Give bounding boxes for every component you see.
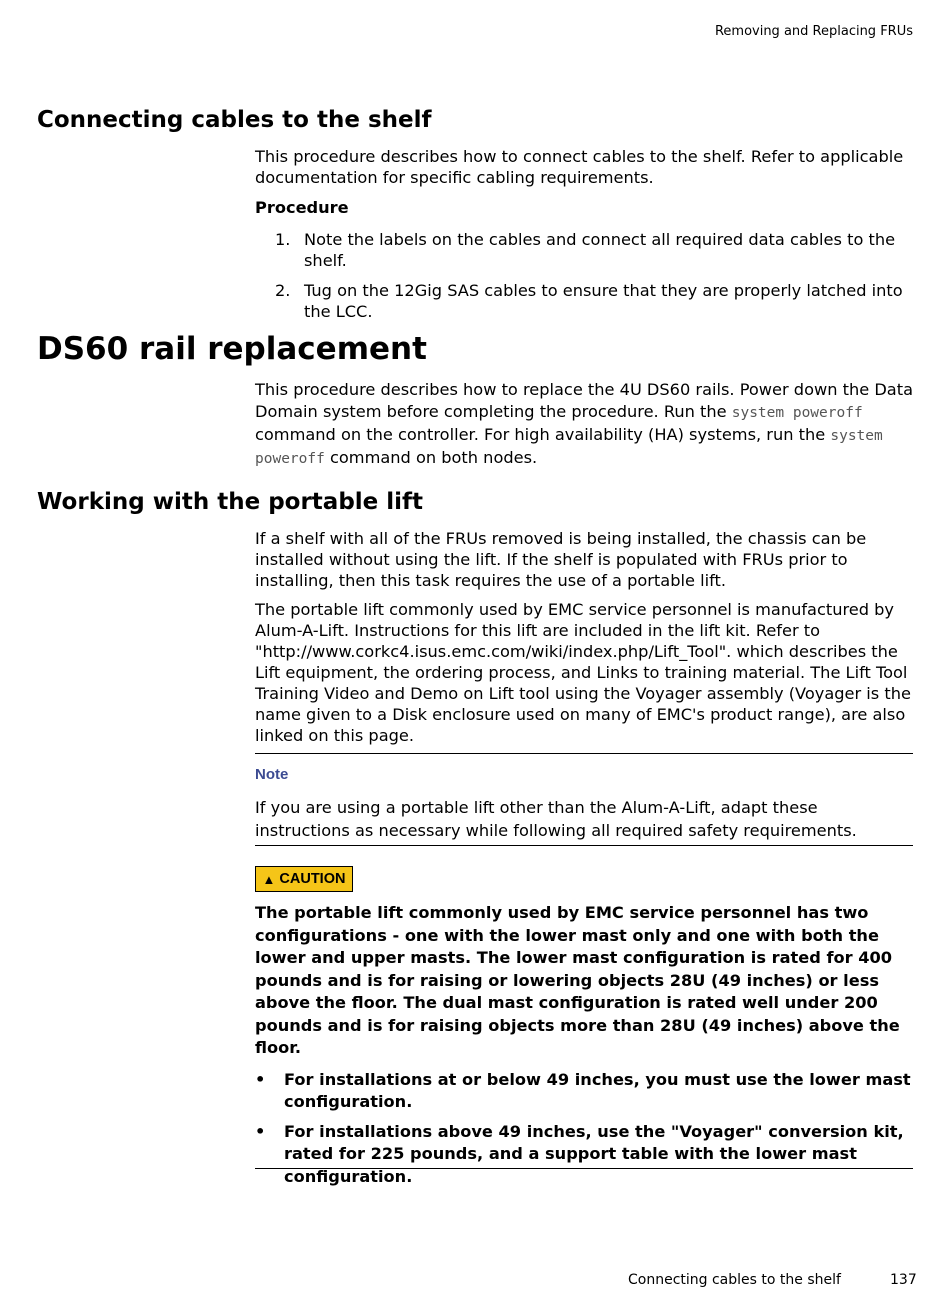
connecting-section <box>255 146 915 322</box>
section-heading-rail: DS60 rail replacement <box>37 331 427 367</box>
connecting-intro: This procedure describes how to connect cables to the shelf. Refer to applicable documentation for specific cabling requirements. <box>255 147 904 187</box>
procedure-step <box>255 280 915 322</box>
caution-badge <box>255 866 353 892</box>
procedure-label: Procedure <box>255 198 349 217</box>
note-bottom-rule <box>255 845 913 846</box>
lift-paragraph-2: The portable lift commonly used by EMC service personnel is manufactured by Alum-A-Lift. Instructions for this lift are included in the lift kit. Refer to "http://www.corkc4.isus.emc.com/wiki/index.php/Lift_Tool". which describes the Lift equipment, the ordering process, and Links to training material. The Lift Tool Training Video and Demo on Lift tool using the Voyager assembly (Voyager is the name given to a Disk enclosure used on many of EMC's product range), are also linked on this page. <box>255 600 911 745</box>
code-system-poweroff-2: system poweroff <box>255 428 883 467</box>
rail-paragraph <box>255 379 915 470</box>
section-heading-lift: Working with the portable lift <box>37 489 424 515</box>
step-text: Tug on the 12Gig SAS cables to ensure that they are properly latched into the LCC. <box>304 281 903 321</box>
rail-text-c: command on both nodes. <box>330 448 538 467</box>
footer-section-title: Connecting cables to the shelf <box>628 1272 841 1288</box>
lift-paragraph-1: If a shelf with all of the FRUs removed is being installed, the chassis can be installed without using the lift. If the shelf is populated with FRUs prior to installing, then this task requires the use of a portable lift. <box>255 529 867 590</box>
step-number: 1. <box>275 230 291 249</box>
page-number: 137 <box>890 1272 917 1288</box>
caution-label: CAUTION <box>279 871 346 887</box>
caution-text: The portable lift commonly used by EMC service personnel has two configurations - one with the lower mast only and one with both the lower and upper masts. The lower mast configuration is rated for 400 pounds and is for raising or lowering objects 28U (49 inches) or less above the floor. The dual mast configuration is rated well under 200 pounds and is for raising objects more than 28U (49 inches) above the floor. <box>255 903 900 1057</box>
running-header: Removing and Replacing FRUs <box>714 24 913 39</box>
caution-section <box>255 902 915 1188</box>
warning-icon: ▲ <box>262 871 276 887</box>
bullet-icon: • <box>255 1121 266 1141</box>
step-number: 2. <box>275 281 291 300</box>
bullet-icon: • <box>255 1069 266 1089</box>
caution-bullet <box>255 1121 915 1189</box>
code-system-poweroff: system poweroff <box>731 405 863 421</box>
procedure-step <box>255 229 915 271</box>
caution-bullet <box>255 1069 915 1114</box>
rail-section <box>255 379 915 470</box>
bullet-text: For installations at or below 49 inches, you must use the lower mast configuration. <box>284 1069 911 1111</box>
section-heading-connecting: Connecting cables to the shelf <box>37 107 432 133</box>
procedure-steps <box>255 229 915 322</box>
note-text: If you are using a portable lift other than the Alum-A-Lift, adapt these instructions as necessary while following all required safety requirements. <box>255 798 857 840</box>
caution-bullets <box>255 1069 915 1189</box>
caution-bottom-rule <box>255 1168 913 1169</box>
note-top-rule <box>255 753 913 754</box>
step-text: Note the labels on the cables and connect all required data cables to the shelf. <box>304 230 896 270</box>
lift-section <box>255 528 915 746</box>
rail-text-b: command on the controller. For high availability (HA) systems, run the <box>255 425 826 444</box>
bullet-text: For installations above 49 inches, use the "Voyager" conversion kit, rated for 225 pounds, and a support table with the lower mast configuration. <box>284 1121 904 1186</box>
note-label: Note <box>255 766 289 783</box>
rail-text-a: This procedure describes how to replace the 4U DS60 rails. Power down the Data Domain system before completing the procedure. Run the <box>255 380 913 421</box>
